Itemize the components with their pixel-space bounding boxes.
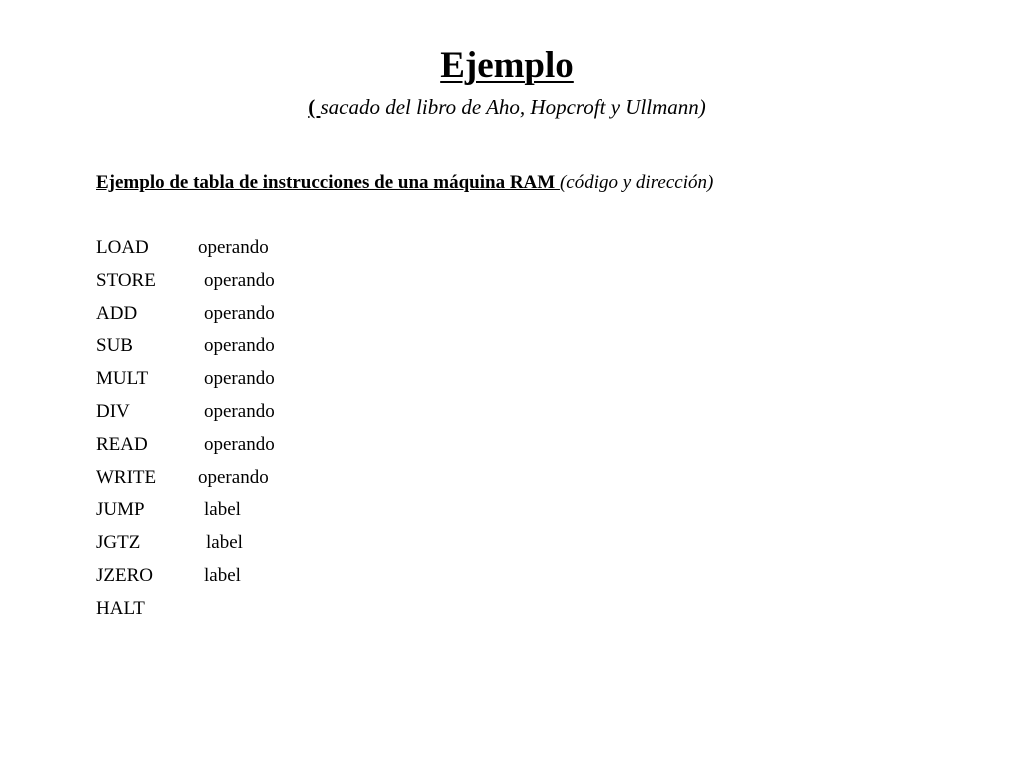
instruction-argument: operando [204, 400, 275, 422]
instruction-argument: operando [204, 335, 275, 357]
instruction-opcode: READ [96, 433, 148, 455]
heading-bold-text: Ejemplo de tabla de instrucciones de una máquina RAM [96, 172, 560, 193]
instruction-argument: label [204, 499, 241, 521]
instruction-opcode: ADD [96, 302, 138, 324]
instruction-argument: operando [204, 368, 275, 390]
instruction-opcode: JUMP [96, 499, 145, 521]
instruction-opcode: MULT [96, 368, 149, 390]
instruction-argument: label [206, 532, 243, 554]
instruction-argument: label [204, 564, 241, 586]
instruction-argument: operando [204, 302, 275, 324]
instruction-argument: operando [204, 433, 275, 455]
instruction-opcode: LOAD [96, 237, 149, 258]
heading-italic-text: (código y dirección) [559, 172, 714, 193]
instruction-opcode: HALT [96, 597, 145, 619]
instruction-argument: operando [198, 237, 269, 258]
subtitle-text: sacado del libro de Aho, Hopcroft y Ullmann) [320, 95, 706, 119]
instruction-opcode: WRITE [96, 466, 157, 488]
instruction-opcode: SUB [96, 335, 133, 357]
instruction-opcode: STORE [96, 269, 156, 291]
instruction-opcode: JZERO [96, 564, 153, 586]
instruction-opcode: DIV [96, 400, 130, 422]
instruction-argument: operando [198, 466, 269, 488]
section-heading [96, 170, 713, 196]
slide-title: Ejemplo [440, 45, 574, 86]
subtitle-open-paren: ( [308, 95, 321, 119]
instruction-argument: operando [204, 269, 275, 291]
slide-subtitle [0, 93, 1014, 121]
instruction-opcode: JGTZ [96, 532, 141, 554]
